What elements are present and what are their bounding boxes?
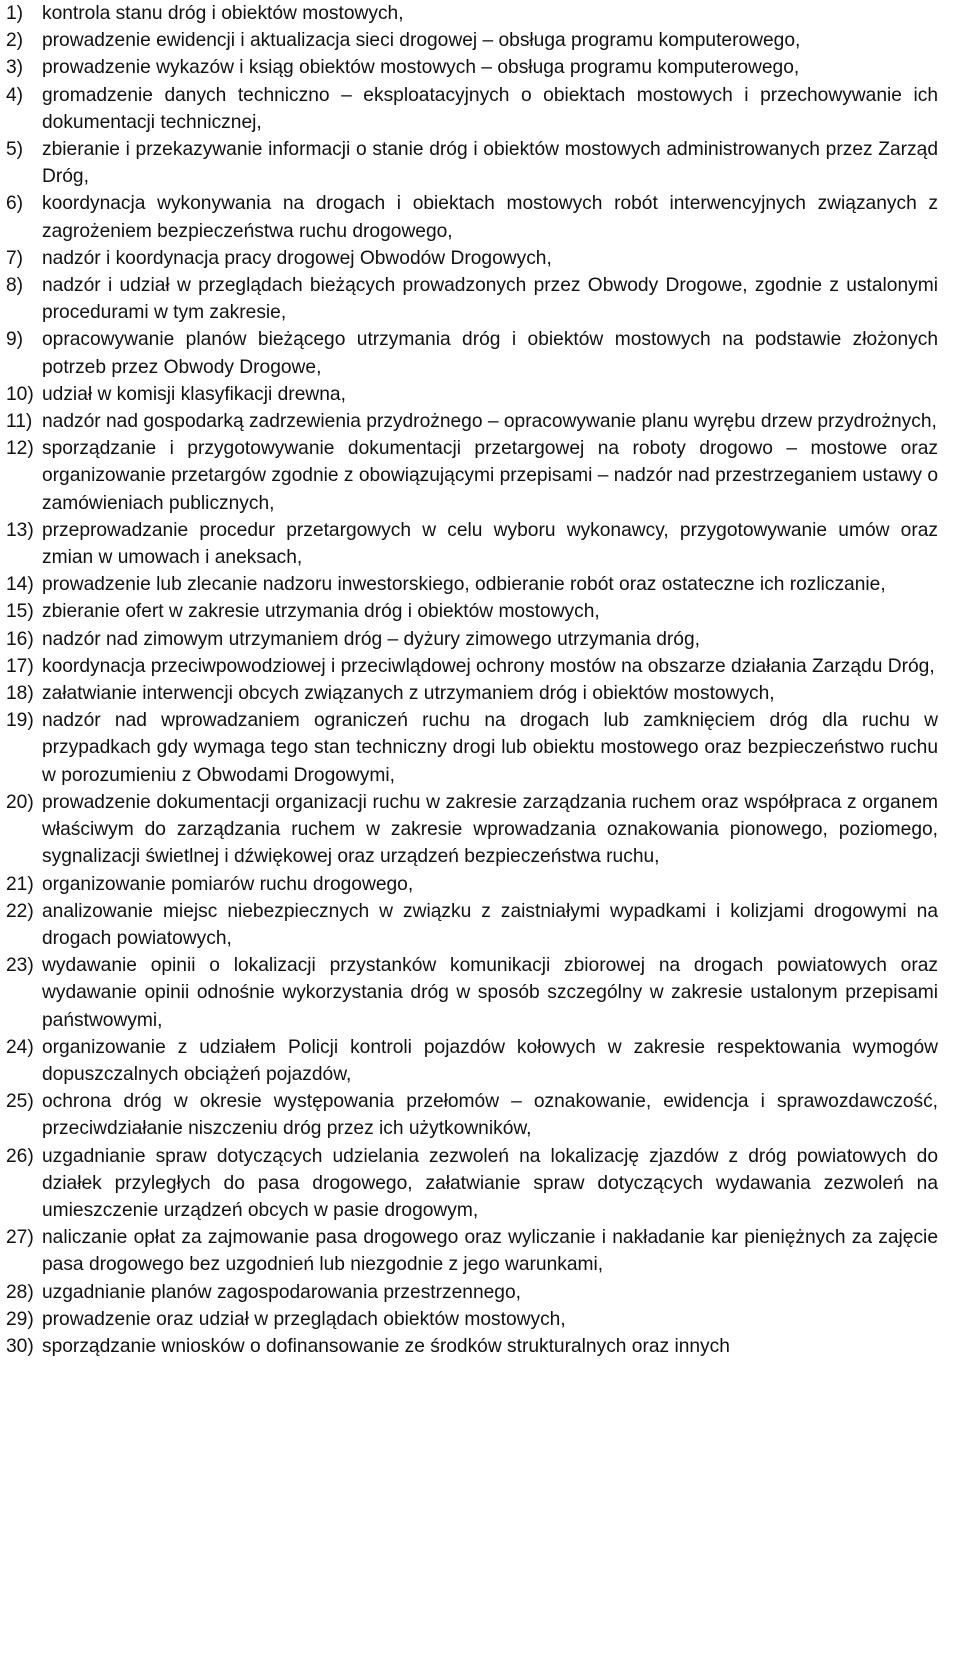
list-item (6, 0, 938, 27)
list-item-number: 1) (6, 3, 24, 24)
list-item (6, 626, 938, 653)
list-item (6, 27, 938, 54)
list-item-text: prowadzenie dokumentacji organizacji ruchu w zakresie zarządzania ruchem oraz współpraca z organem właściwym do zarządzania ruchem w zakresie wprowadzania oznakowania pionowego, poziomego, sygnalizacji świetlnej i dźwiękowej oraz urządzeń bezpieczeństwa ruchu, (42, 791, 938, 868)
list-item (6, 871, 938, 898)
list-item-number: 15) (6, 601, 34, 623)
list-item (6, 245, 938, 272)
list-item-text: organizowanie z udziałem Policji kontroli pojazdów kołowych w zakresie respektowania wymogów dopuszczalnych obciążeń pojazdów, (42, 1036, 938, 1085)
list-item-text: ochrona dróg w okresie występowania przełomów – oznakowanie, ewidencja i sprawozdawczość, przeciwdziałanie niszczeniu dróg przez ich użytkowników, (42, 1091, 938, 1140)
list-item-text: udział w komisji klasyfikacji drewna, (42, 383, 346, 405)
list-item-number: 20) (6, 791, 34, 813)
list-item-number: 22) (6, 900, 34, 922)
list-item (6, 136, 938, 190)
list-item-text: gromadzenie danych techniczno – eksploatacyjnych o obiektach mostowych i przechowywanie ich dokumentacji technicznej, (42, 84, 938, 133)
list-item-text: sporządzanie i przygotowywanie dokumentacji przetargowej na roboty drogowo – mostowe oraz organizowanie przetargów zgodnie z obowiązującymi przepisami – nadzór nad przestrzeganiem ustawy o zamówieniach publicznych, (42, 438, 938, 514)
list-item-text: prowadzenie lub zlecanie nadzoru inwestorskiego, odbieranie robót oraz ostateczne ich rozliczanie, (42, 574, 886, 596)
list-item-number: 26) (6, 1145, 34, 1167)
list-item-text: zbieranie i przekazywanie informacji o stanie dróg i obiektów mostowych administrowanych przez Zarząd Dróg, (42, 139, 938, 188)
list-item-number: 28) (6, 1281, 34, 1303)
list-item (6, 1034, 938, 1088)
list-item-number: 10) (6, 383, 34, 405)
list-item-number: 14) (6, 574, 34, 596)
list-item-number: 16) (6, 628, 34, 650)
list-item-number: 2) (6, 30, 24, 52)
list-item-number: 21) (6, 873, 34, 895)
list-item-text: naliczanie opłat za zajmowanie pasa drogowego oraz wyliczanie i nakładanie kar pieniężnych za zajęcie pasa drogowego bez uzgodnień lub niezgodnie z jego warunkami, (42, 1227, 938, 1276)
list-item-number: 19) (6, 710, 34, 732)
list-item-number: 25) (6, 1091, 34, 1113)
list-item-number: 23) (6, 955, 34, 977)
list-item-text: przeprowadzanie procedur przetargowych w celu wyboru wykonawcy, przygotowywanie umów oraz zmian w umowach i aneksach, (42, 519, 938, 569)
list-item-number: 9) (6, 329, 24, 351)
list-item-text: prowadzenie ewidencji i aktualizacja sieci drogowej – obsługa programu komputerowego, (42, 30, 801, 52)
list-item (6, 82, 938, 136)
list-item (6, 272, 938, 326)
list-item-number: 13) (6, 519, 34, 541)
list-item-text: kontrola stanu dróg i obiektów mostowych, (42, 3, 404, 24)
list-item-number: 24) (6, 1036, 34, 1058)
list-item-text: nadzór nad gospodarką zadrzewienia przydrożnego – opracowywanie planu wyrębu drzew przydrożnych, (42, 411, 937, 433)
list-item (6, 707, 938, 789)
list-item-number: 27) (6, 1227, 34, 1249)
list-item (6, 326, 938, 380)
list-item-text: wydawanie opinii o lokalizacji przystanków komunikacji zbiorowej na drogach powiatowych oraz wydawanie opinii odnośnie wykorzystania dróg w sposób szczególny w zakresie ustalonym przepisami państwowymi, (42, 955, 938, 1031)
list-item-text: koordynacja przeciwpowodziowej i przeciwlądowej ochrony mostów na obszarze działania Zarządu Dróg, (42, 655, 935, 677)
list-item-number: 11) (6, 411, 33, 433)
list-item-text: nadzór nad wprowadzaniem ograniczeń ruchu na drogach lub zamknięciem dróg dla ruchu w przypadkach gdy wymaga tego stan techniczny drogi lub obiektu mostowego oraz bezpieczeństwo ruchu w porozumieniu z Obwodami Drogowymi, (42, 710, 938, 786)
list-item-text: prowadzenie wykazów i ksiąg obiektów mostowych – obsługa programu komputerowego, (42, 57, 800, 79)
list-item-text: organizowanie pomiarów ruchu drogowego, (42, 873, 414, 895)
list-item (6, 1143, 938, 1225)
list-item-number: 5) (6, 139, 24, 161)
list-item-text: nadzór i udział w przeglądach bieżących prowadzonych przez Obwody Drogowe, zgodnie z ustalonymi procedurami w tym zakresie, (42, 275, 938, 324)
list-item (6, 1224, 938, 1278)
list-item (6, 408, 938, 435)
list-item-number: 29) (6, 1308, 34, 1330)
list-item (6, 435, 938, 517)
list-item (6, 1333, 938, 1360)
list-item-text: uzgadnianie spraw dotyczących udzielania zezwoleń na lokalizację zjazdów z dróg powiatowych do działek przyległych do pasa drogowego, załatwianie spraw dotyczących wydawania zezwoleń na umieszczenie urządzeń obcych w pasie drogowym, (42, 1145, 938, 1221)
list-item-number: 7) (6, 247, 24, 269)
list-item-text: sporządzanie wniosków o dofinansowanie ze środków strukturalnych oraz innych (42, 1335, 730, 1357)
list-item-text: zbieranie ofert w zakresie utrzymania dróg i obiektów mostowych, (42, 601, 600, 623)
list-item-text: opracowywanie planów bieżącego utrzymania dróg i obiektów mostowych na podstawie złożonych potrzeb przez Obwody Drogowe, (42, 329, 938, 378)
list-item-number: 18) (6, 683, 34, 705)
list-item-text: nadzór i koordynacja pracy drogowej Obwodów Drogowych, (42, 247, 552, 269)
list-item (6, 598, 938, 625)
list-item (6, 1279, 938, 1306)
list-item (6, 789, 938, 871)
list-item (6, 898, 938, 952)
list-item (6, 517, 938, 571)
list-item (6, 1088, 938, 1142)
list-item-text: analizowanie miejsc niebezpiecznych w związku z zaistniałymi wypadkami i kolizjami drogowymi na drogach powiatowych, (42, 900, 938, 949)
list-item-number: 6) (6, 193, 24, 215)
list-item (6, 952, 938, 1034)
list-item (6, 190, 938, 244)
list-item (6, 54, 938, 81)
list-item-number: 8) (6, 275, 24, 297)
list-item (6, 653, 938, 680)
list-item (6, 571, 938, 598)
list-item-number: 12) (6, 438, 34, 460)
list-item-number: 17) (6, 655, 34, 677)
list-item (6, 381, 938, 408)
list-item-number: 4) (6, 84, 24, 106)
list-item-number: 30) (6, 1335, 34, 1357)
list-item-text: prowadzenie oraz udział w przeglądach obiektów mostowych, (42, 1308, 566, 1330)
list-item-number: 3) (6, 57, 24, 79)
list-item (6, 680, 938, 707)
list-item-text: koordynacja wykonywania na drogach i obiektach mostowych robót interwencyjnych związanych z zagrożeniem bezpieczeństwa ruchu drogowego, (42, 193, 938, 242)
list-item-text: załatwianie interwencji obcych związanych z utrzymaniem dróg i obiektów mostowych, (42, 683, 775, 705)
duties-list (6, 0, 938, 1360)
list-item-text: nadzór nad zimowym utrzymaniem dróg – dyżury zimowego utrzymania dróg, (42, 628, 700, 650)
list-item (6, 1306, 938, 1333)
list-item-text: uzgadnianie planów zagospodarowania przestrzennego, (42, 1281, 521, 1303)
